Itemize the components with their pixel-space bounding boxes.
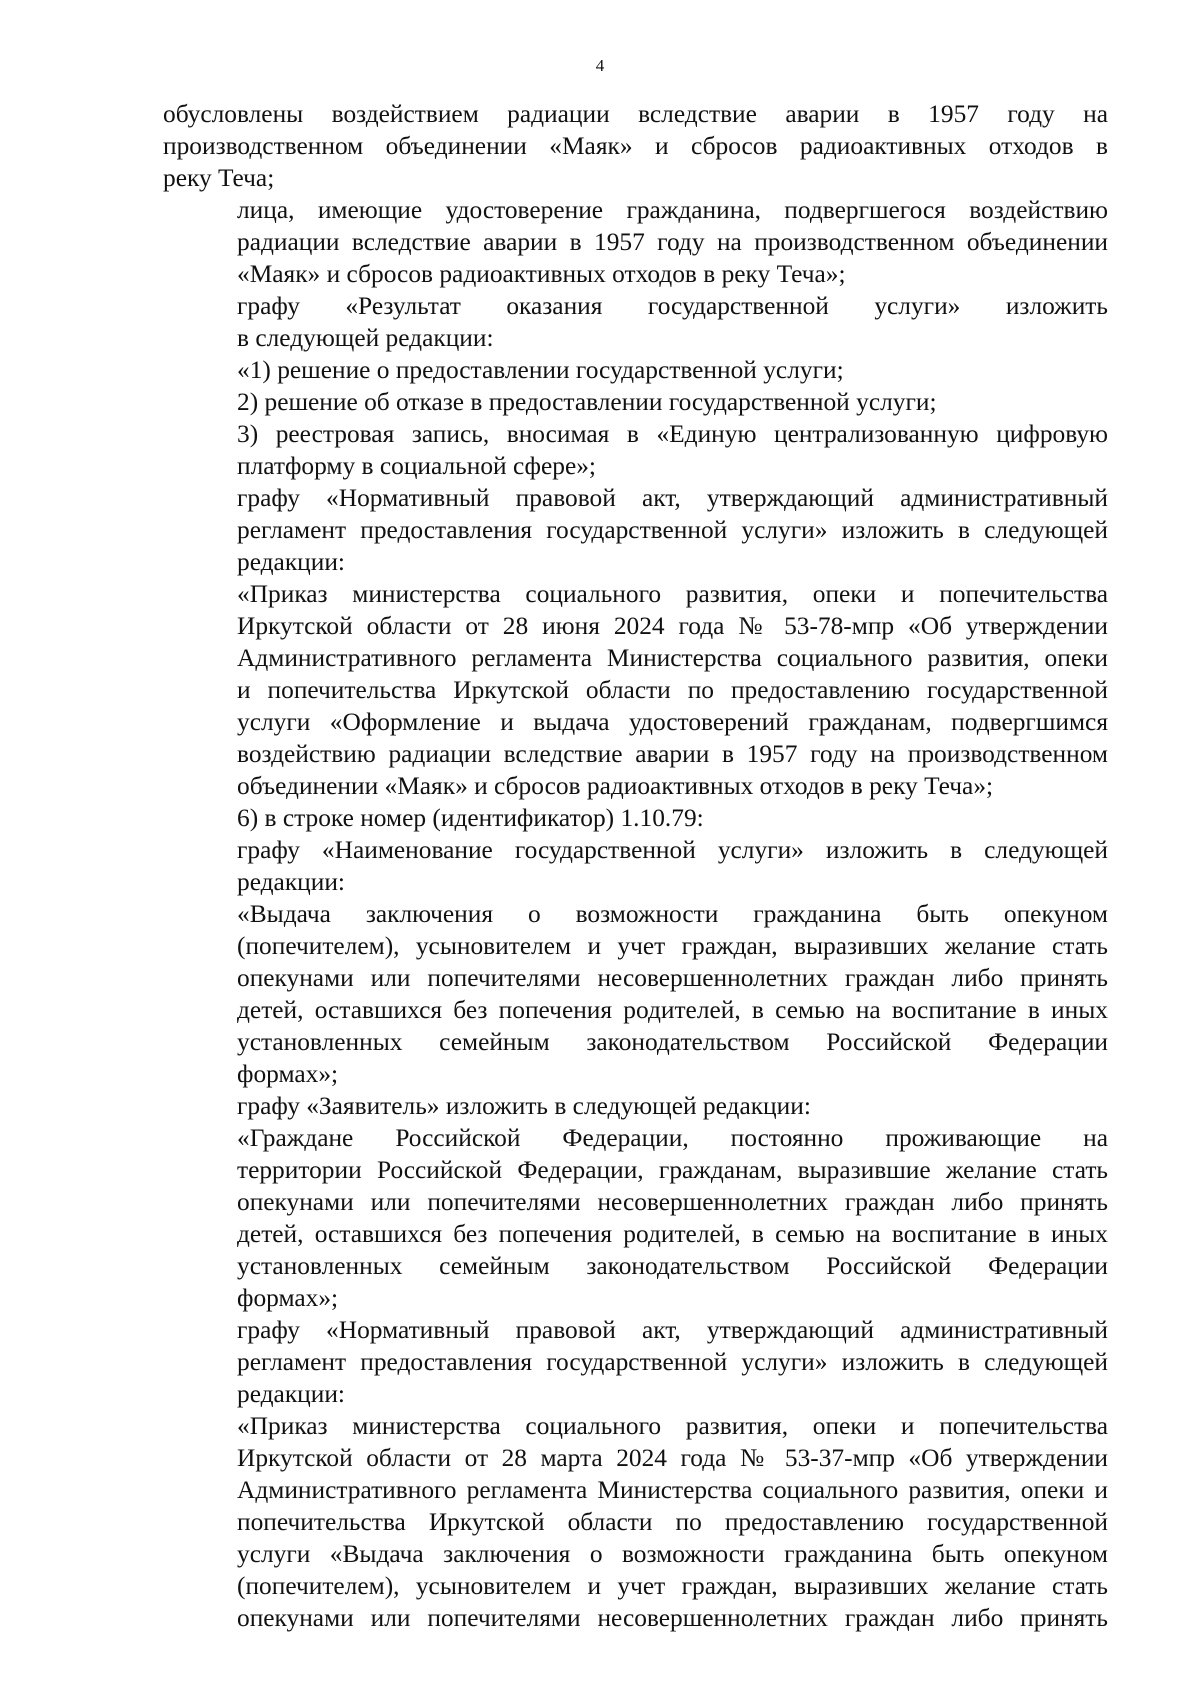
paragraph	[163, 802, 1108, 834]
paragraph	[163, 1410, 1108, 1634]
text-line: Административного регламента Министерства социального развития, опеки	[237, 644, 1108, 672]
paragraph	[163, 290, 1108, 354]
paragraph	[163, 98, 1108, 194]
text-line: «Граждане Российской Федерации, постоянно проживающие на	[237, 1124, 1108, 1152]
text-line: «Приказ министерства социального развития, опеки и попечительства	[237, 1412, 1108, 1440]
text-line: платформу в социальной сфере»;	[237, 452, 596, 480]
text-line: 6) в строке номер (идентификатор) 1.10.79:	[237, 804, 704, 832]
paragraph	[163, 354, 1108, 386]
text-line: услуги «Выдача заключения о возможности гражданина быть опекуном	[237, 1540, 1108, 1568]
paragraph	[163, 578, 1108, 802]
text-line: реку Теча;	[163, 164, 275, 192]
text-line: детей, оставшихся без попечения родителей, в семью на воспитание в иных	[237, 996, 1108, 1024]
text-line: «1) решение о предоставлении государственной услуги;	[237, 356, 844, 384]
text-line: (попечителем), усыновителем и учет граждан, выразивших желание стать	[237, 932, 1108, 960]
page-number: 4	[595, 56, 605, 75]
text-line: объединении «Маяк» и сбросов радиоактивных отходов в реку Теча»;	[237, 772, 994, 800]
text-line: воздействию радиации вследствие аварии в 1957 году на производственном	[237, 740, 1108, 768]
text-line: графу «Нормативный правовой акт, утверждающий административный	[237, 484, 1108, 512]
text-line: графу «Заявитель» изложить в следующей редакции:	[237, 1092, 811, 1120]
text-line: «Выдача заключения о возможности гражданина быть опекуном	[237, 900, 1108, 928]
paragraph	[163, 1090, 1108, 1122]
text-line: формах»;	[237, 1060, 339, 1088]
paragraph	[163, 1122, 1108, 1314]
paragraph	[163, 418, 1108, 482]
text-line: формах»;	[237, 1284, 339, 1312]
document-body	[163, 98, 1108, 1634]
text-line: опекунами или попечителями несовершеннолетних граждан либо принять	[237, 1188, 1108, 1216]
text-line: попечительства Иркутской области по предоставлению государственной	[237, 1508, 1108, 1536]
text-line: «Маяк» и сбросов радиоактивных отходов в реку Теча»;	[237, 260, 846, 288]
text-line: Административного регламента Министерства социального развития, опеки и	[237, 1476, 1108, 1504]
paragraph	[163, 386, 1108, 418]
text-line: графу «Наименование государственной услуги» изложить в следующей	[237, 836, 1108, 864]
paragraph	[163, 194, 1108, 290]
text-line: опекунами или попечителями несовершеннолетних граждан либо принять	[237, 964, 1108, 992]
text-line: Иркутской области от 28 июня 2024 года № 53-78-мпр «Об утверждении	[237, 612, 1108, 640]
text-line: 3) реестровая запись, вносимая в «Единую централизованную цифровую	[237, 420, 1108, 448]
text-line: производственном объединении «Маяк» и сбросов радиоактивных отходов в	[163, 132, 1108, 160]
text-line: радиации вследствие аварии в 1957 году на производственном объединении	[237, 228, 1108, 256]
paragraph	[163, 482, 1108, 578]
text-line: опекунами или попечителями несовершеннолетних граждан либо принять	[237, 1604, 1108, 1632]
text-line: редакции:	[237, 1380, 345, 1408]
text-line: и попечительства Иркутской области по предоставлению государственной	[237, 676, 1108, 704]
text-line: в следующей редакции:	[237, 324, 494, 352]
paragraph	[163, 898, 1108, 1090]
text-line: Иркутской области от 28 марта 2024 года № 53-37-мпр «Об утверждении	[237, 1444, 1108, 1472]
text-line: услуги «Оформление и выдача удостоверений гражданам, подвергшимся	[237, 708, 1108, 736]
text-line: обусловлены воздействием радиации вследствие аварии в 1957 году на	[163, 100, 1108, 128]
text-line: редакции:	[237, 548, 345, 576]
text-line: графу «Нормативный правовой акт, утверждающий административный	[237, 1316, 1108, 1344]
text-line: регламент предоставления государственной услуги» изложить в следующей	[237, 1348, 1108, 1376]
text-line: лица, имеющие удостоверение гражданина, подвергшегося воздействию	[237, 196, 1108, 224]
text-line: детей, оставшихся без попечения родителей, в семью на воспитание в иных	[237, 1220, 1108, 1248]
text-line: регламент предоставления государственной услуги» изложить в следующей	[237, 516, 1108, 544]
text-line: территории Российской Федерации, гражданам, выразившие желание стать	[237, 1156, 1108, 1184]
paragraph	[163, 834, 1108, 898]
text-line: «Приказ министерства социального развития, опеки и попечительства	[237, 580, 1108, 608]
text-line: (попечителем), усыновителем и учет граждан, выразивших желание стать	[237, 1572, 1108, 1600]
text-line: установленных семейным законодательством Российской Федерации	[237, 1252, 1108, 1280]
text-line: 2) решение об отказе в предоставлении государственной услуги;	[237, 388, 937, 416]
text-line: графу «Результат оказания государственной услуги» изложить	[237, 292, 1108, 320]
paragraph	[163, 1314, 1108, 1410]
text-line: редакции:	[237, 868, 345, 896]
text-line: установленных семейным законодательством Российской Федерации	[237, 1028, 1108, 1056]
